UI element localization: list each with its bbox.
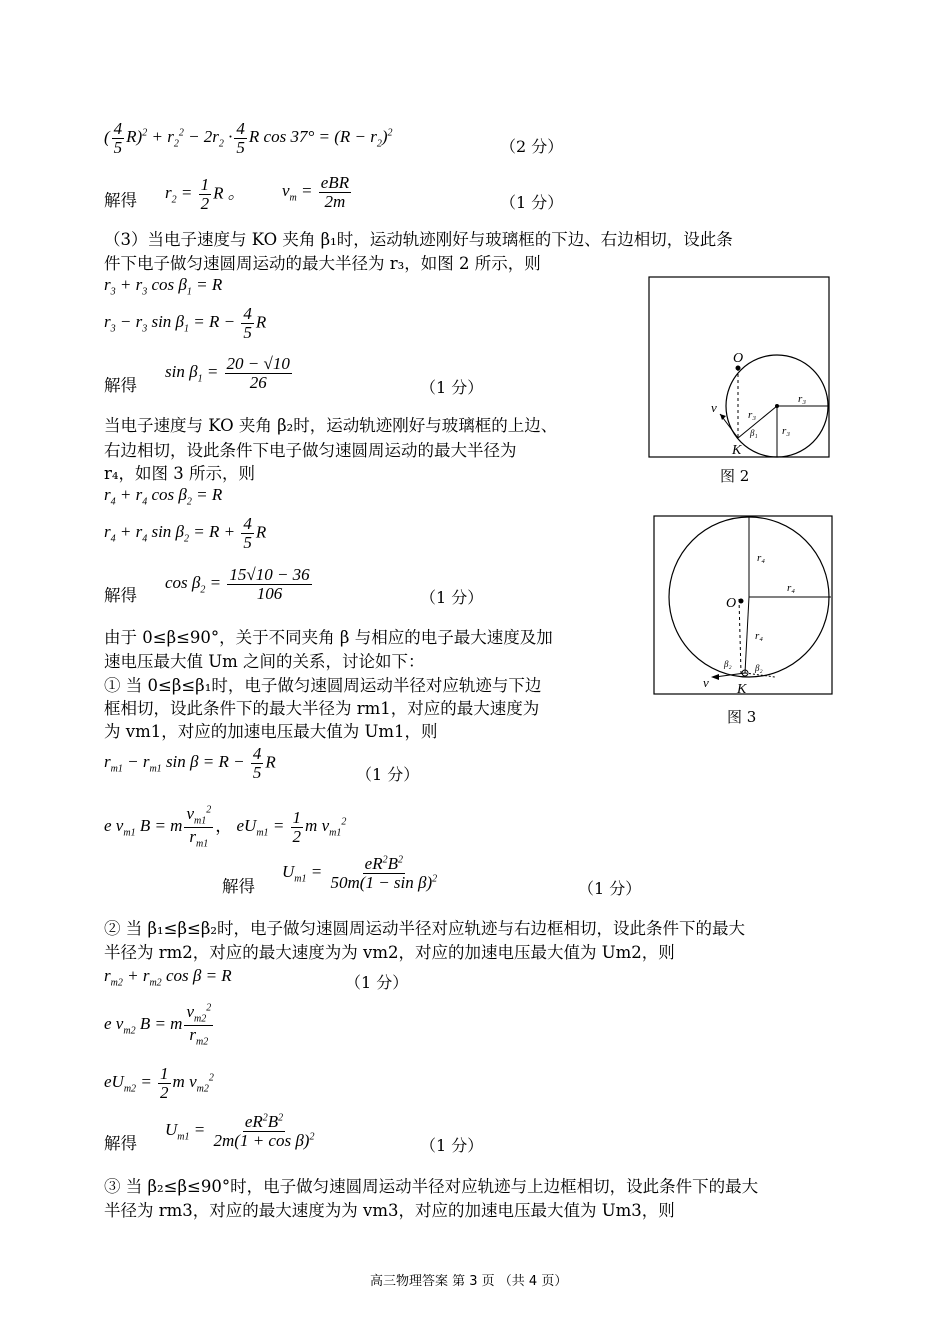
equation-c1: $r_3 + r_3$ $\cos \beta_1 = R$ [104,275,223,298]
p4-line3: r₄，如图 3 所示，则 [104,464,255,483]
equation-r2: $r_2$ = $\frac{1}{2}$ R 。 [165,175,245,213]
equation-vm: $v_m$ = $\frac{\text{eBR}}{2m}$ [282,173,350,211]
p7-line1: ② 当 β₁≤β≤β₂时，电子做匀速圆周运动半径对应轨迹与右边框相切，设此条件下的最大 [104,919,745,938]
fig3-label-v: v [703,675,709,690]
score-eq-a: （2 分） [500,137,564,156]
solve-label-c: 解得 [104,376,137,395]
fig3-label-r4-a: r₄ [757,552,766,564]
score-eq-e1: （1 分） [356,765,420,784]
equation-f1: $r_{m2} + r_{m2}$ cos β = R [104,966,232,989]
part3-line1: （3）当电子速度与 KO 夹角 β₁时，运动轨迹刚好与玻璃框的下边、右边相切，设此条 [104,230,733,249]
figure-3-caption: 图 3 [727,708,757,726]
equation-f3: $eU_{m2}$ = $\frac{1}{2}$ m $v_{m2}^2$ [104,1064,214,1102]
fig2-label-r3-b: r₃ [798,393,807,405]
p6-line3: 为 vm1，对应的加速电压最大值为 Um1，则 [104,722,438,741]
fig3-label-r4-c: r₄ [755,630,764,642]
fig3-label-r4-b: r₄ [787,582,796,594]
part3-line2: 件下电子做匀速圆周运动的最大半径为 r₃，如图 2 所示，则 [104,254,541,273]
solve-label: 解得 [104,191,137,210]
fig3-label-o: O [726,596,737,611]
equation-d1: $r_4 + r_4$ $\cos \beta_2 = R$ [104,485,223,508]
score-eq-f1: （1 分） [345,973,409,992]
score-eq-e3: （1 分） [578,879,642,898]
score-eq-b: （1 分） [500,193,564,212]
score-eq-f4: （1 分） [420,1136,484,1155]
p8-line2: 半径为 rm3，对应的最大速度为为 vm3，对应的加速电压最大值为 Um3，则 [104,1201,675,1220]
p6-line1: ① 当 0≤β≤β₁时，电子做匀速圆周运动半径对应轨迹与下边 [104,676,542,695]
fig3-label-k: K [737,682,747,697]
figure-2 [648,276,832,460]
figure-3 [653,515,835,697]
score-eq-c3: （1 分） [420,378,484,397]
p4-line2: 右边相切，设此条件下电子做匀速圆周运动的最大半径为 [104,441,517,460]
p6-line2: 框相切，设此条件下的最大半径为 rm1，对应的最大速度为 [104,699,540,718]
equation-c3: $\sin \beta_1$ = $\frac{20 - √10}{26}$ [165,354,290,392]
equation-e2: e $v_{m1}$ B = m $\frac{v_{m1}^2}{r_{m1}}$ ， $eU_{m1}$ = $\frac{1}{2}$ m $v_{m1}^2$ [104,804,347,850]
fig2-label-beta1: β₁ [750,428,758,438]
equation-e1: $r_{m1} - r_{m1}$ sin β = R − $\frac{4}{5}$ R [104,744,276,782]
equation-d3: $\cos \beta_2$ = $\frac{15√10 - 36}{106}$ [165,565,310,603]
equation-f4: $U_{m1}$ = $\frac{eR^2B^2}{2m(1 + \cos \beta)^2}$ [165,1112,315,1150]
fig3-label-beta2-a: β₂ [724,659,732,669]
fig2-label-k: K [732,443,742,458]
fig2-label-r3-a: r₃ [748,409,757,421]
equation-law-of-cosines: ( $\frac{4}{5}$ $R)^2 + r_2^2 - 2r_2$ · $\frac{4}{5}$ R $\cos 37^\circ = (R - r_2)^2$ [104,119,393,157]
fig2-label-r3-c: r₃ [782,425,791,437]
score-eq-d3: （1 分） [420,588,484,607]
equation-e3: $U_{m1}$ = $\frac{eR^2B^2}{50m(1 - \sin \beta)^2}$ [282,854,438,892]
solve-label-f: 解得 [104,1134,137,1153]
equation-d2: $r_4 + r_4$ $\sin \beta_2 = R$ + $\frac{4}{5}$ R [104,514,267,552]
p8-line1: ③ 当 β₂≤β≤90°时，电子做匀速圆周运动半径对应轨迹与上边框相切，设此条件下的最大 [104,1177,759,1196]
equation-f2: e $v_{m2}$ B = m $\frac{v_{m2}^2}{r_{m2}}$ [104,1002,212,1048]
p7-line2: 半径为 rm2，对应的最大速度为为 vm2，对应的加速电压最大值为 Um2，则 [104,943,675,962]
fig3-label-beta2-b: β₂ [755,663,763,673]
solve-label-d: 解得 [104,586,137,605]
fig2-label-v: v [711,400,717,415]
equation-c2: $r_3 - r_3$ $\sin \beta_1 = R$ − $\frac{4}{5}$ R [104,304,267,342]
p5-line2: 速电压最大值 Um 之间的关系，讨论如下： [104,652,425,671]
page-footer: 高三物理答案 第 3 页 （共 4 页） [370,1274,568,1289]
p4-line1: 当电子速度与 KO 夹角 β₂时，运动轨迹刚好与玻璃框的上边、 [104,416,558,435]
fig2-label-o: O [733,351,744,366]
figure-2-caption: 图 2 [720,467,750,485]
p5-line1: 由于 0≤β≤90°，关于不同夹角 β 与相应的电子最大速度及加 [104,628,553,647]
solve-label-e: 解得 [222,877,255,896]
